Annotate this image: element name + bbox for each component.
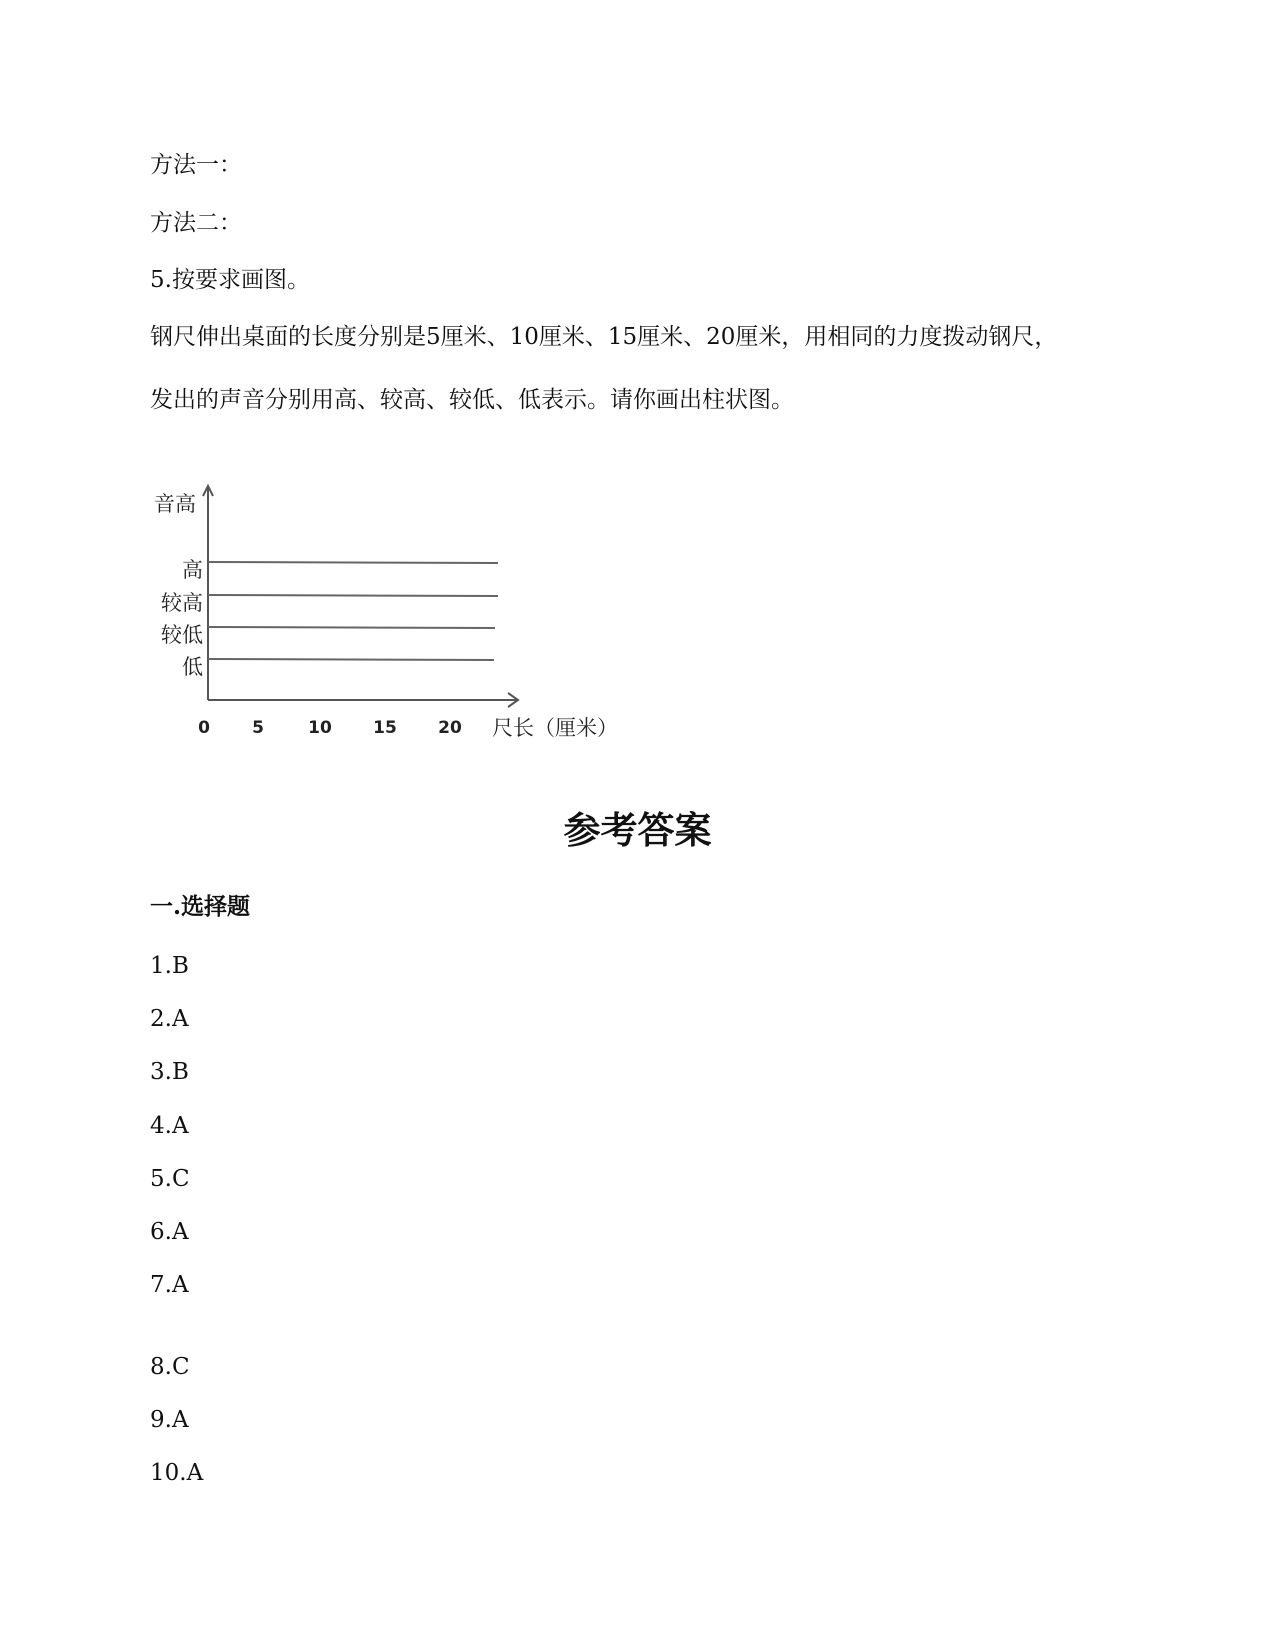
y-level-label: 较高	[161, 591, 203, 615]
x-tick-label: 0	[198, 718, 210, 738]
answer-item: 5.C	[150, 1166, 190, 1192]
x-tick-label: 5	[252, 718, 264, 738]
answer-item: 2.A	[150, 1006, 189, 1032]
y-axis-label: 音高	[154, 492, 196, 516]
method-one-label: 方法一：	[150, 152, 242, 178]
level-line	[208, 659, 494, 660]
question-title: 5.按要求画图。	[150, 267, 310, 293]
level-line	[208, 562, 498, 563]
answer-item: 10.A	[150, 1460, 204, 1486]
level-line	[208, 595, 498, 596]
answer-item: 7.A	[150, 1272, 189, 1298]
section-multiple-choice: 一.选择题	[150, 893, 251, 920]
answer-key-title: 参考答案	[563, 809, 712, 852]
level-line	[208, 627, 495, 628]
y-level-label: 高	[182, 558, 203, 582]
method-two-label: 方法二：	[150, 210, 242, 236]
x-tick-labels	[198, 718, 462, 738]
y-level-labels	[161, 558, 203, 679]
y-level-label: 低	[182, 655, 203, 679]
y-level-label: 较低	[161, 623, 203, 647]
answer-item: 3.B	[150, 1059, 189, 1085]
answer-item: 4.A	[150, 1113, 189, 1139]
x-tick-label: 15	[373, 718, 397, 738]
answer-item: 6.A	[150, 1219, 189, 1245]
x-tick-label: 10	[308, 718, 332, 738]
level-lines	[208, 562, 498, 660]
question-text-line2: 发出的声音分别用高、较高、较低、低表示。请你画出柱状图。	[150, 387, 794, 413]
question-text-line1: 钢尺伸出桌面的长度分别是5厘米、10厘米、15厘米、20厘米，用相同的力度拨动钢尺，	[150, 324, 1058, 350]
x-tick-label: 20	[438, 718, 462, 738]
answer-item: 9.A	[150, 1407, 189, 1433]
x-axis-label: 尺长（厘米）	[492, 716, 618, 740]
answer-item: 1.B	[150, 953, 189, 979]
answer-item: 8.C	[150, 1354, 190, 1380]
pitch-chart	[148, 478, 628, 750]
